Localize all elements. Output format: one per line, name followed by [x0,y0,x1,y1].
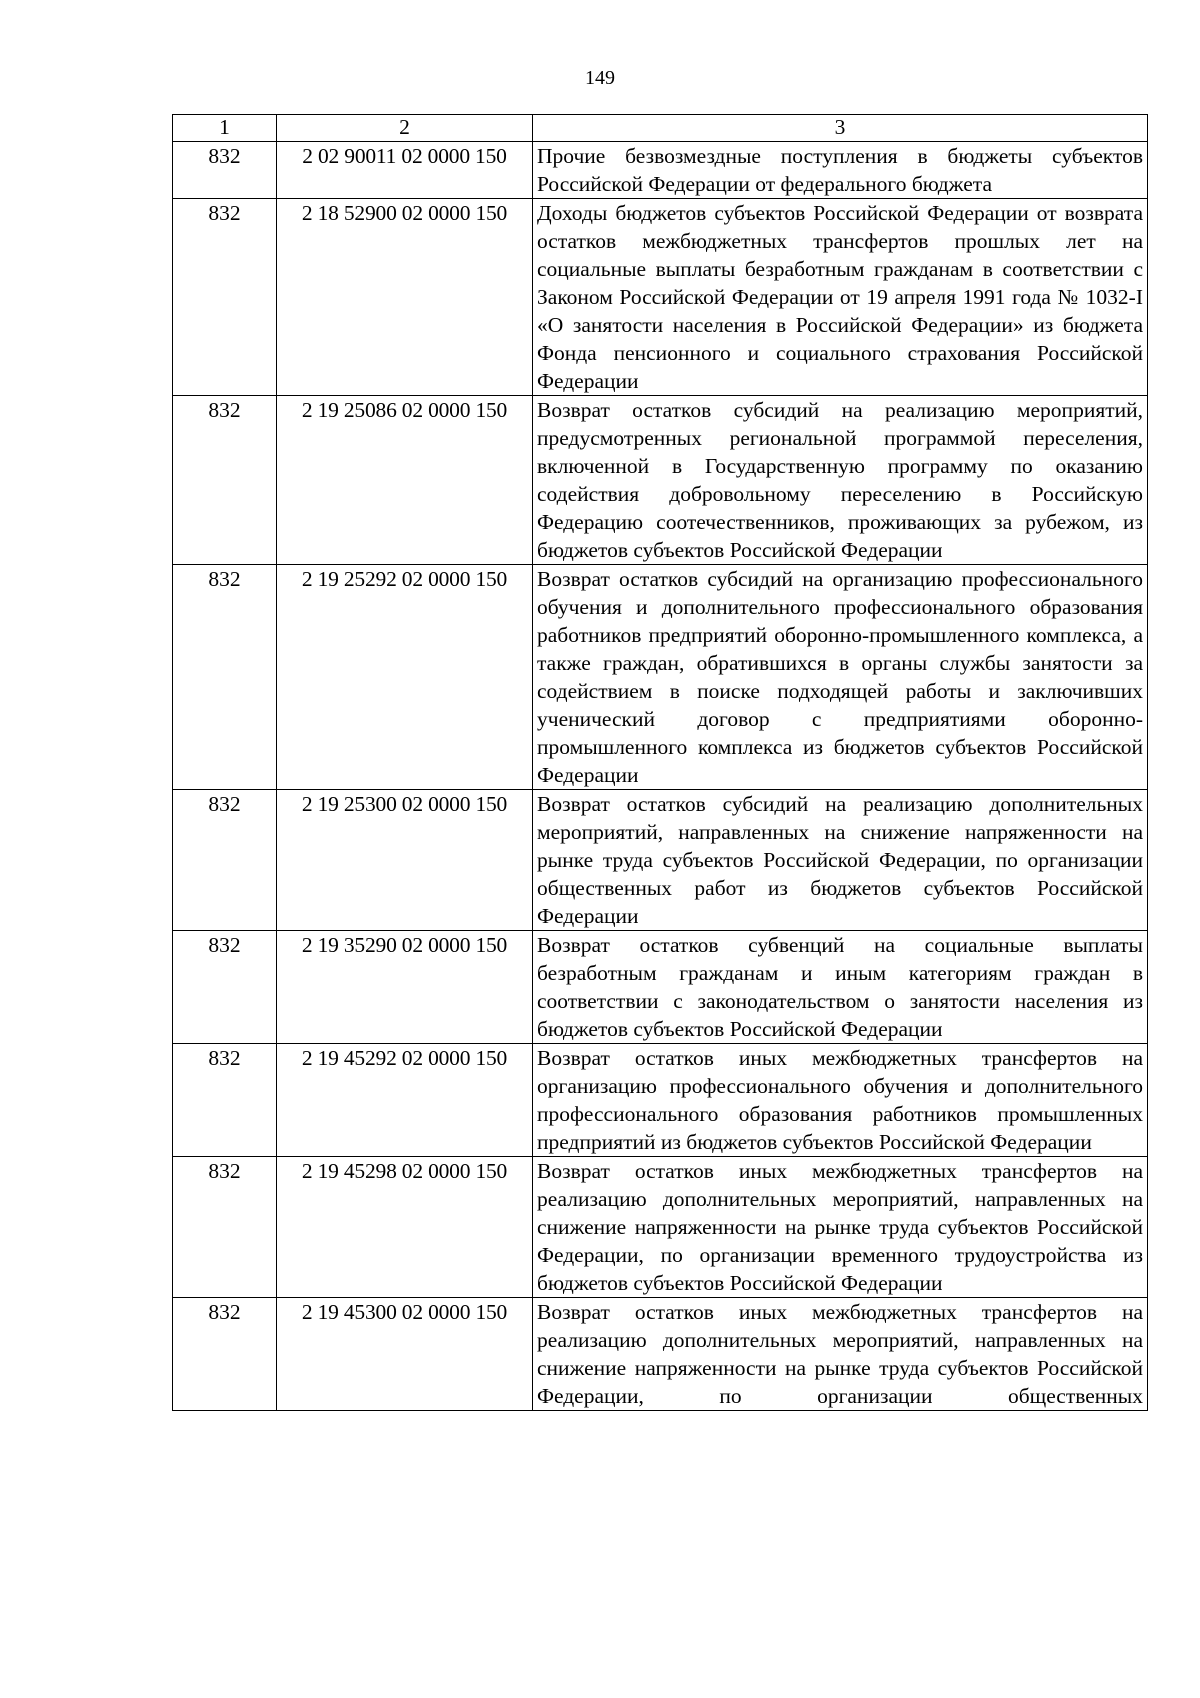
table-row [173,1157,1148,1298]
table-row [173,199,1148,396]
description-cell: Возврат остатков иных межбюджетных трансфертов на реализацию дополнительных мероприятий, направленных на снижение напряженности на рынке труда субъектов Российской Федерации, по организации общественных [533,1298,1148,1411]
column-header-2: 2 [277,115,533,142]
admin-code-cell: 832 [173,199,277,396]
admin-code-cell: 832 [173,396,277,565]
revenue-code-cell: 2 19 45298 02 0000 150 [277,1157,533,1298]
admin-code-cell: 832 [173,142,277,199]
table-row [173,565,1148,790]
table-row [173,142,1148,199]
revenue-code-cell: 2 19 45300 02 0000 150 [277,1298,533,1411]
description-cell: Возврат остатков субвенций на социальные выплаты безработным гражданам и иным категориям граждан в соответствии с законодательством о занятости населения из бюджетов субъектов Российской Федерации [533,931,1148,1044]
description-cell: Возврат остатков иных межбюджетных трансфертов на организацию профессионального обучения и дополнительного профессионального образования работников промышленных предприятий из бюджетов субъектов Российской Федерации [533,1044,1148,1157]
description-cell: Доходы бюджетов субъектов Российской Федерации от возврата остатков межбюджетных трансфертов прошлых лет на социальные выплаты безработным гражданам в соответствии с Законом Российской Федерации от 19 апреля 1991 года № 1032-I «О занятости населения в Российской Федерации» из бюджета Фонда пенсионного и социального страхования Российской Федерации [533,199,1148,396]
budget-codes-table [172,114,1148,1411]
revenue-code-cell: 2 19 25292 02 0000 150 [277,565,533,790]
description-cell: Возврат остатков иных межбюджетных трансфертов на реализацию дополнительных мероприятий, направленных на снижение напряженности на рынке труда субъектов Российской Федерации, по организации временного трудоустройства из бюджетов субъектов Российской Федерации [533,1157,1148,1298]
admin-code-cell: 832 [173,790,277,931]
table-row [173,1298,1148,1411]
table-row [173,931,1148,1044]
admin-code-cell: 832 [173,931,277,1044]
revenue-code-cell: 2 18 52900 02 0000 150 [277,199,533,396]
admin-code-cell: 832 [173,1044,277,1157]
description-cell: Возврат остатков субсидий на организацию профессионального обучения и дополнительного профессионального образования работников предприятий оборонно-промышленного комплекса, а также граждан, обратившихся в органы службы занятости за содействием в поиске подходящей работы и заключивших ученический договор с предприятиями оборонно-промышленного комплекса из бюджетов субъектов Российской Федерации [533,565,1148,790]
table-row [173,1044,1148,1157]
admin-code-cell: 832 [173,1298,277,1411]
description-cell: Возврат остатков субсидий на реализацию дополнительных мероприятий, направленных на снижение напряженности на рынке труда субъектов Российской Федерации, по организации общественных работ из бюджетов субъектов Российской Федерации [533,790,1148,931]
table-row [173,790,1148,931]
column-header-1: 1 [173,115,277,142]
revenue-code-cell: 2 19 25086 02 0000 150 [277,396,533,565]
table-body [173,142,1148,1411]
description-cell: Прочие безвозмездные поступления в бюджеты субъектов Российской Федерации от федерального бюджета [533,142,1148,199]
page-number: 149 [585,67,615,89]
revenue-code-cell: 2 19 25300 02 0000 150 [277,790,533,931]
revenue-code-cell: 2 02 90011 02 0000 150 [277,142,533,199]
description-cell: Возврат остатков субсидий на реализацию мероприятий, предусмотренных региональной программой переселения, включенной в Государственную программу по оказанию содействия добровольному переселению в Российскую Федерацию соотечественников, проживающих за рубежом, из бюджетов субъектов Российской Федерации [533,396,1148,565]
revenue-code-cell: 2 19 35290 02 0000 150 [277,931,533,1044]
admin-code-cell: 832 [173,1157,277,1298]
header-row [173,115,1148,142]
revenue-code-cell: 2 19 45292 02 0000 150 [277,1044,533,1157]
table-row [173,396,1148,565]
admin-code-cell: 832 [173,565,277,790]
column-header-3: 3 [533,115,1148,142]
table-header [173,115,1148,142]
